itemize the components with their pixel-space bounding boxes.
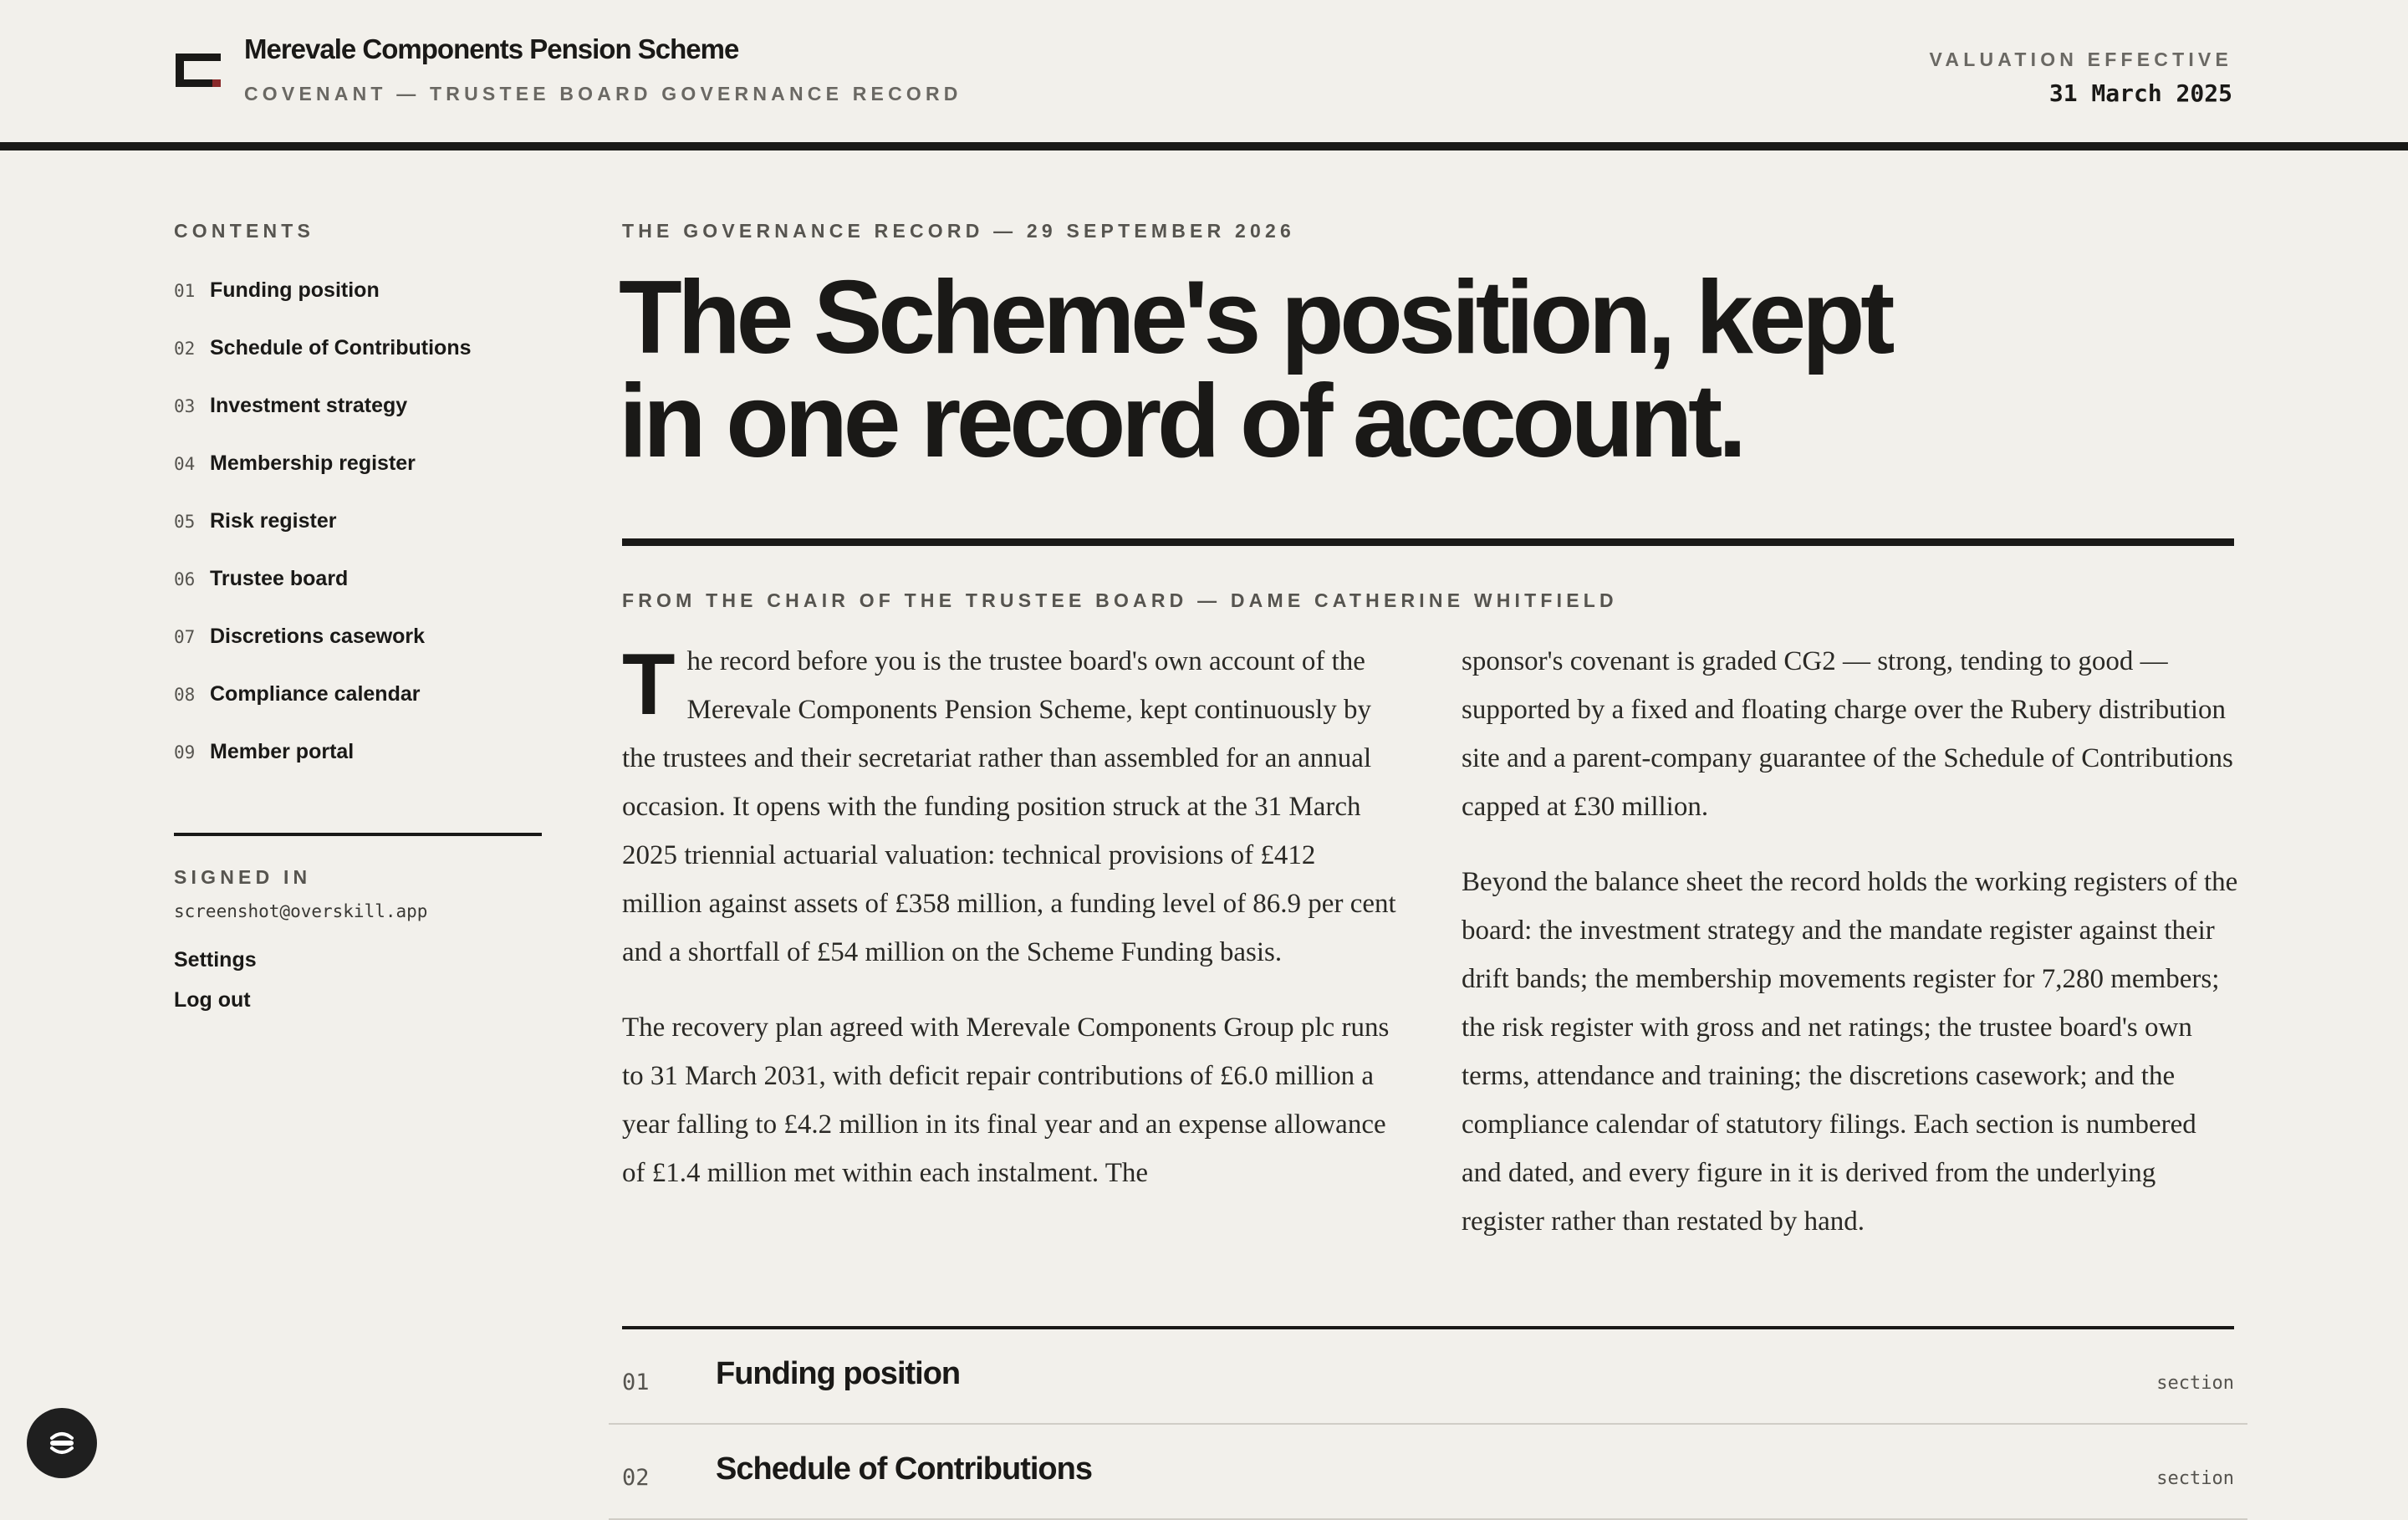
drop-cap: T (622, 636, 676, 733)
toc-number: 07 (174, 627, 196, 647)
toc-item-compliance-calendar[interactable] (174, 682, 472, 740)
signed-in-label: SIGNED IN (174, 866, 312, 888)
toc-item-membership-register[interactable] (174, 451, 472, 509)
toc-label[interactable]: Trustee board (210, 567, 349, 590)
toc-number: 03 (174, 396, 196, 416)
toc-label[interactable]: Funding position (210, 278, 380, 302)
toc-item-member-portal[interactable] (174, 740, 472, 798)
toc-label[interactable]: Member portal (210, 740, 355, 763)
section-title[interactable]: Schedule of Contributions (716, 1451, 1092, 1487)
toc-number: 01 (174, 281, 196, 301)
headline-line-1: The Scheme's position, kept (619, 260, 1890, 375)
toc-item-schedule-of-contributions[interactable] (174, 336, 472, 394)
logout-link[interactable]: Log out (174, 988, 251, 1012)
section-tag: section (2156, 1373, 2234, 1394)
toc-label[interactable]: Risk register (210, 509, 337, 533)
assistant-button[interactable] (27, 1408, 97, 1478)
valuation-label: VALUATION EFFECTIVE (1929, 48, 2232, 70)
section-tag: section (2156, 1468, 2234, 1489)
toc-label[interactable]: Membership register (210, 451, 416, 475)
page-header (0, 0, 2408, 150)
settings-link[interactable]: Settings (174, 948, 257, 972)
brand-subtitle: COVENANT — TRUSTEE BOARD GOVERNANCE RECORD (244, 83, 962, 105)
letter-column-left (622, 637, 1400, 1224)
sidebar-divider (174, 833, 542, 836)
bracket-logo-icon (176, 54, 221, 87)
headline-line-2: in one record of account. (619, 364, 1742, 479)
brand-name[interactable]: Merevale Components Pension Scheme (244, 33, 739, 64)
record-kicker: THE GOVERNANCE RECORD — 29 SEPTEMBER 2026 (622, 220, 1295, 242)
contents-label: CONTENTS (174, 220, 315, 242)
section-number: 01 (622, 1370, 650, 1395)
letter-column-right (1462, 637, 2239, 1273)
toc-item-trustee-board[interactable] (174, 567, 472, 625)
section-row-funding-position[interactable] (609, 1329, 2247, 1425)
section-title[interactable]: Funding position (716, 1356, 961, 1391)
signed-in-email: screenshot@overskill.app (174, 901, 428, 921)
headline-rule (622, 538, 2234, 546)
toc-label[interactable]: Schedule of Contributions (210, 336, 472, 360)
toc-number: 05 (174, 512, 196, 532)
toc-item-discretions-casework[interactable] (174, 625, 472, 682)
toc-number: 06 (174, 569, 196, 589)
toc-label[interactable]: Investment strategy (210, 394, 408, 417)
section-number: 02 (622, 1465, 650, 1491)
toc-item-risk-register[interactable] (174, 509, 472, 567)
letter-paragraph-3: Beyond the balance sheet the record holds the working registers of the board: the investment strategy and the mandate register against their drift bands; the membership movements register for 7,280 members; the risk register with gross and net ratings; the trustee board's own terms, attendance and training; the discretions casework; and the compliance calendar of statutory filings. Each section is numbered and dated, and every figure in it is derived from the underlying register rather than restated by hand. (1462, 867, 2238, 1237)
toc-number: 08 (174, 685, 196, 705)
valuation-date: 31 March 2025 (2048, 79, 2232, 107)
section-row-schedule-of-contributions[interactable] (609, 1425, 2247, 1520)
letter-paragraph-1 (622, 637, 1400, 977)
toc-number: 02 (174, 339, 196, 359)
toc-item-funding-position[interactable] (174, 278, 472, 336)
byline: FROM THE CHAIR OF THE TRUSTEE BOARD — DAME CATHERINE WHITFIELD (622, 589, 1618, 611)
toc-number: 04 (174, 454, 196, 474)
toc-item-investment-strategy[interactable] (174, 394, 472, 451)
letter-paragraph-1-text: he record before you is the trustee board's own account of the Merevale Components Pension Scheme, kept continuously by the trustees and their secretariat rather than assembled for an annual occasion. It opens with the funding position struck at the 31 March 2025 triennial actuarial valuation: technical provisions of £412 million against assets of £358 million, a funding level of 86.9 per cent and a shortfall of £54 million on the Scheme Funding basis. (622, 646, 1396, 967)
table-of-contents (174, 278, 472, 798)
letter-paragraph-2: The recovery plan agreed with Merevale Components Group plc runs to 31 March 2031, with deficit repair contributions of £6.0 million a year falling to £4.2 million in its final year and an expense allowance of £1.4 million met within each instalment. The (622, 1012, 1390, 1188)
toc-label[interactable]: Discretions casework (210, 625, 426, 648)
assistant-icon (45, 1426, 79, 1460)
toc-number: 09 (174, 742, 196, 763)
toc-label[interactable]: Compliance calendar (210, 682, 421, 706)
letter-paragraph-2-continued: sponsor's covenant is graded CG2 — strong, tending to good — supported by a fixed and floating charge over the Rubery distribution site and a parent-company guarantee of the Schedule of Contributions capped at £30 million. (1462, 646, 2233, 822)
page-title (619, 260, 2207, 479)
